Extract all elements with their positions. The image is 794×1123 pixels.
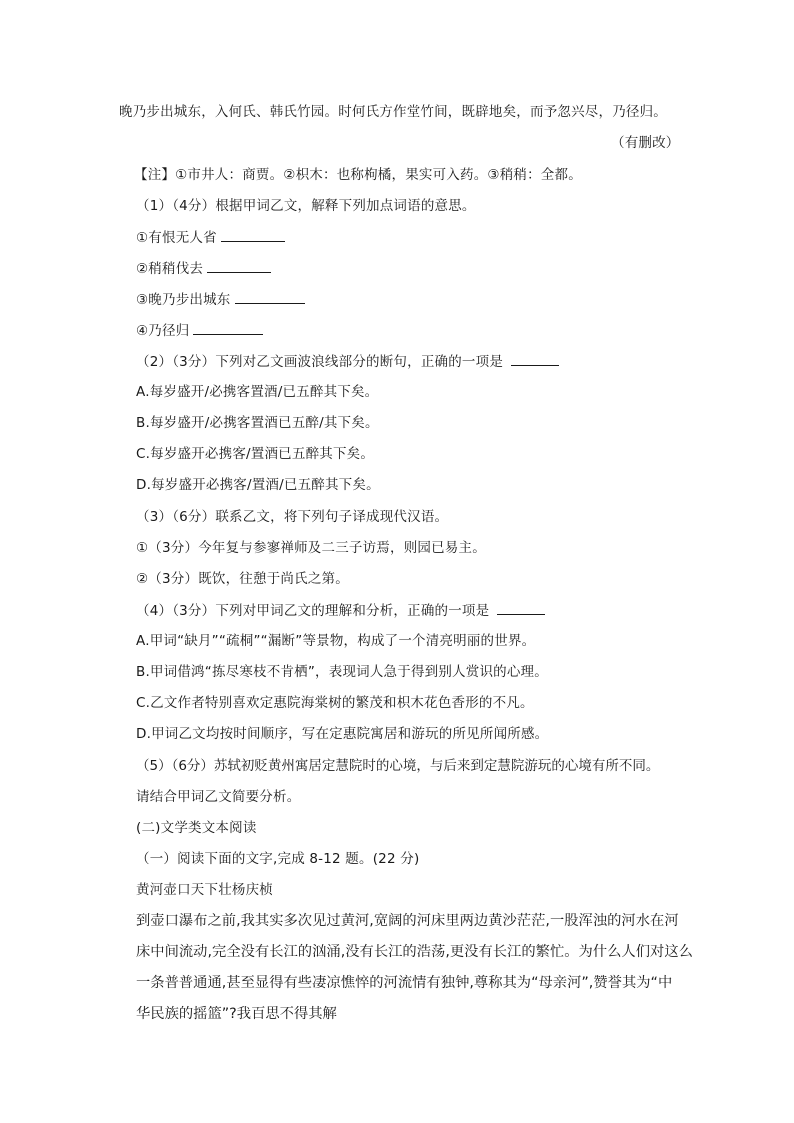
article-paragraph-line: 床中间流动,完全没有长江的汹涌,没有长江的浩荡,更没有长江的繁忙。为什么人们对这么 bbox=[136, 944, 693, 960]
item-text: ①有恨无人省 bbox=[136, 230, 217, 246]
article-paragraph-line: 到壶口瀑布之前,我其实多次见过黄河,宽阔的河床里两边黄沙茫茫,一股浑浊的河水在河 bbox=[136, 913, 679, 929]
question-4-prompt bbox=[136, 600, 545, 621]
question-3-item-2: ②（3分）既饮，往憩于尚氏之第。 bbox=[136, 571, 349, 587]
source-note: （有删改） bbox=[611, 135, 680, 151]
question-1-item-4 bbox=[136, 320, 263, 341]
answer-blank[interactable] bbox=[221, 227, 285, 242]
question-4-option-d: D.甲词乙文均按时间顺序，写在定惠院寓居和游玩的所见所闻所感。 bbox=[136, 726, 549, 742]
question-1-item-3 bbox=[136, 289, 305, 310]
question-2-option-a: A.每岁盛开/必携客置酒/已五醉其下矣。 bbox=[136, 384, 379, 400]
question-4-option-b: B.甲词借鸿“拣尽寒枝不肯栖”，表现词人急于得到别人赏识的心理。 bbox=[136, 664, 548, 680]
article-title: 黄河壶口天下壮杨庆桢 bbox=[136, 882, 273, 898]
section-heading: (二)文学类文本阅读 bbox=[136, 820, 257, 836]
article-paragraph-line: 一条普普通通,甚至显得有些凄凉憔悴的河流情有独钟,尊称其为“母亲河”,赞誉其为“中 bbox=[136, 975, 673, 991]
passage-line-ending: 晚乃步出城东，入何氏、韩氏竹园。时何氏方作堂竹间，既辟地矣，而予忽兴尽，乃径归。 bbox=[119, 104, 667, 120]
prompt-text: （2）（3分）下列对乙文画波浪线部分的断句，正确的一项是 bbox=[136, 354, 504, 370]
prompt-text: （4）（3分）下列对甲词乙文的理解和分析，正确的一项是 bbox=[136, 603, 490, 619]
question-2-option-c: C.每岁盛开必携客/置酒已五醉其下矣。 bbox=[136, 446, 375, 462]
answer-blank[interactable] bbox=[207, 258, 271, 273]
answer-blank[interactable] bbox=[235, 289, 305, 304]
answer-blank[interactable] bbox=[511, 351, 559, 366]
annotation-note: 【注】①市井人：商贾。②枳木：也称枸橘，果实可入药。③稍稍：全都。 bbox=[134, 167, 582, 183]
question-1-item-2 bbox=[136, 258, 271, 279]
question-5-prompt: （5）（6分）苏轼初贬黄州寓居定慧院时的心境，与后来到定慧院游玩的心境有所不同。 bbox=[136, 758, 660, 774]
question-4-option-c: C.乙文作者特别喜欢定惠院海棠树的繁茂和枳木花色香形的不凡。 bbox=[136, 695, 534, 711]
question-2-option-d: D.每岁盛开必携客/置酒/已五醉其下矣。 bbox=[136, 477, 380, 493]
answer-blank[interactable] bbox=[497, 600, 545, 615]
question-1-prompt: （1）（4分）根据甲词乙文，解释下列加点词语的意思。 bbox=[136, 198, 476, 214]
question-4-option-a: A.甲词“缺月”“疏桐”“漏断”等景物，构成了一个清亮明丽的世界。 bbox=[136, 633, 536, 649]
question-5-prompt-continued: 请结合甲词乙文简要分析。 bbox=[136, 789, 301, 805]
article-paragraph-line: 华民族的摇篮”?我百思不得其解 bbox=[136, 1006, 337, 1022]
item-text: ④乃径归 bbox=[136, 323, 190, 339]
question-2-prompt bbox=[136, 351, 559, 372]
answer-blank[interactable] bbox=[193, 320, 263, 335]
question-3-item-1: ①（3分）今年复与参寥禅师及二三子访焉，则园已易主。 bbox=[136, 540, 486, 556]
question-1-item-1 bbox=[136, 227, 285, 248]
item-text: ②稍稍伐去 bbox=[136, 261, 204, 277]
question-2-option-b: B.每岁盛开/必携客置酒已五醉/其下矣。 bbox=[136, 415, 379, 431]
question-3-prompt: （3）（6分）联系乙文，将下列句子译成现代汉语。 bbox=[136, 509, 449, 525]
item-text: ③晚乃步出城东 bbox=[136, 292, 231, 308]
section-instruction: （一）阅读下面的文字,完成 8-12 题。(22 分) bbox=[136, 851, 420, 867]
